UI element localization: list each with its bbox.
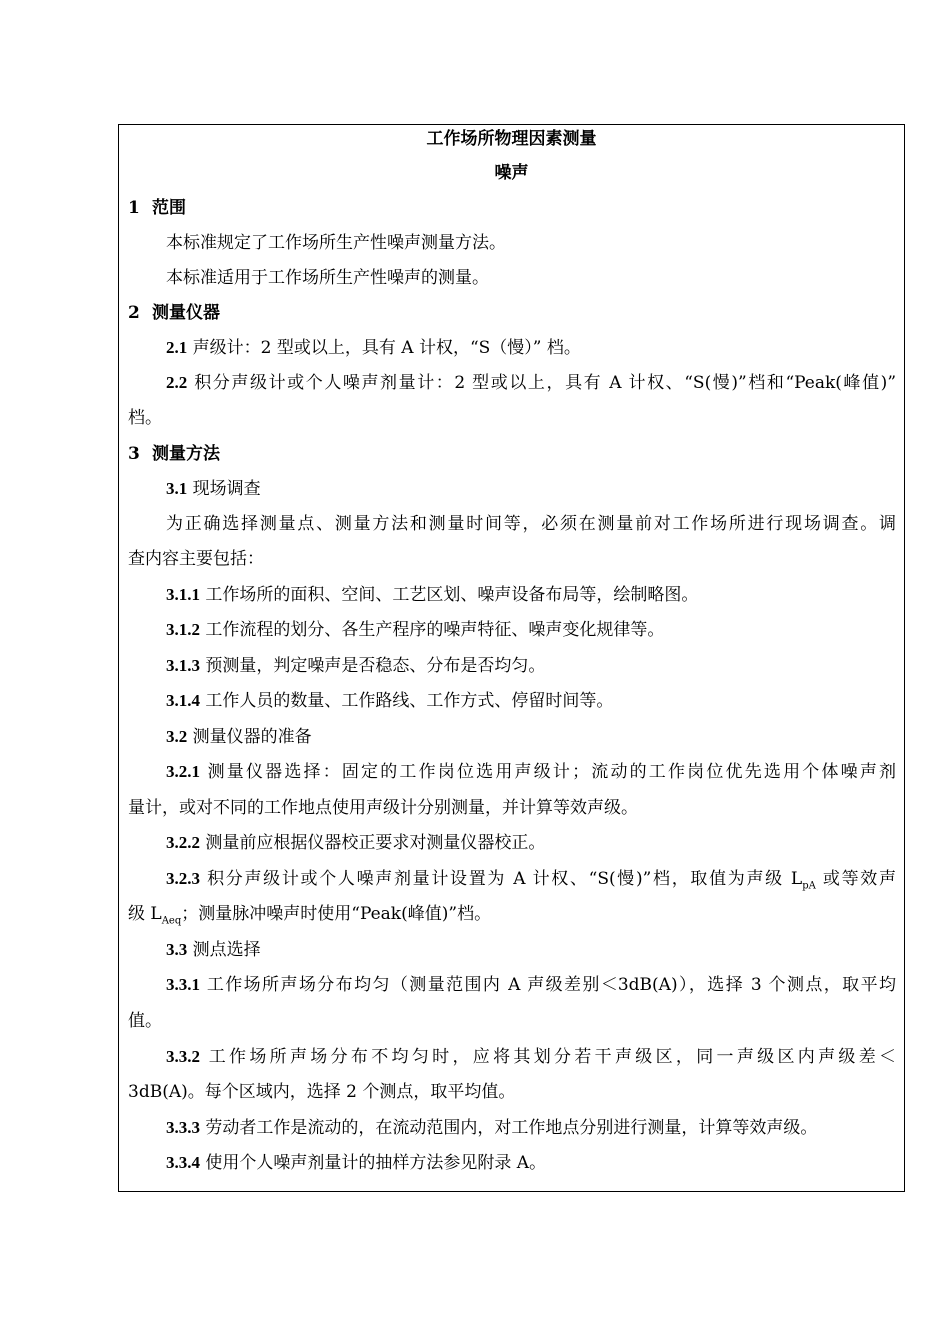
clause-3-1-3 — [166, 654, 896, 678]
clause-2-2-continuation: 档。 — [128, 408, 162, 428]
clause-3-2-1-continuation: 量计，或对不同的工作地点使用声级计分别测量，并计算等效声级。 — [128, 798, 638, 818]
clause-text: 工作流程的划分、各生产程序的噪声特征、噪声变化规律等。 — [205, 620, 665, 640]
clause-text: ；测量脉冲噪声时使用“Peak(峰值)”档。 — [181, 904, 492, 924]
clause-3-3-4 — [166, 1151, 896, 1175]
clause-number: 3.1.2 — [166, 620, 200, 639]
clause-3-2-3 — [166, 867, 896, 891]
clause-number: 3.2.3 — [166, 869, 200, 888]
paragraph: 本标准适用于工作场所生产性噪声的测量。 — [166, 268, 489, 288]
clause-number: 3.2.1 — [166, 762, 200, 781]
clause-text: 测量仪器选择：固定的工作岗位选用声级计；流动的工作岗位优先选用个体噪声剂 — [207, 762, 897, 782]
clause-number: 3.1.4 — [166, 691, 200, 710]
clause-number: 3.2 — [166, 727, 188, 746]
clause-text: 积分声级计或个人噪声剂量计设置为 A 计权、“S(慢)”档，取值为声级 L — [207, 869, 803, 889]
clause-3-3-2-continuation: 3dB(A)。每个区域内，选择 2 个测点，取平均值。 — [128, 1082, 516, 1102]
clause-text: 预测量，判定噪声是否稳态、分布是否均匀。 — [205, 656, 546, 676]
section-number: 3 — [128, 444, 140, 464]
clause-text: 级 L — [128, 904, 162, 924]
document-title: 工作场所物理因素测量 — [426, 129, 597, 149]
clause-2-2 — [166, 371, 896, 395]
clause-number: 3.3.1 — [166, 975, 200, 994]
clause-number: 3.1.3 — [166, 656, 200, 675]
clause-number: 3.3.2 — [166, 1047, 200, 1066]
clause-3-3 — [166, 938, 896, 962]
section-number: 2 — [128, 303, 140, 323]
clause-text: 积分声级计或个人噪声剂量计：2 型或以上，具有 A 计权、“S(慢)”档和“Peak(峰值)” — [194, 373, 897, 393]
clause-text: 工作场所声场分布均匀（测量范围内 A 声级差别＜3dB(A)），选择 3 个测点，取平均 — [206, 975, 896, 995]
clause-number: 3.3 — [166, 940, 188, 959]
clause-text: 使用个人噪声剂量计的抽样方法参见附录 A。 — [205, 1153, 547, 1173]
clause-3-1 — [166, 477, 896, 501]
clause-number: 3.3.4 — [166, 1153, 200, 1172]
clause-3-1-2 — [166, 618, 896, 642]
section-2-heading — [128, 301, 220, 325]
clause-text: 现场调查 — [192, 479, 261, 499]
paragraph: 为正确选择测量点、测量方法和测量时间等，必须在测量前对工作场所进行现场调查。调 — [166, 514, 896, 534]
clause-text: 测点选择 — [192, 940, 261, 960]
clause-3-3-3 — [166, 1116, 896, 1140]
clause-3-2-2 — [166, 831, 896, 855]
clause-text: 劳动者工作是流动的，在流动范围内，对工作地点分别进行测量，计算等效声级。 — [205, 1118, 818, 1138]
clause-3-2 — [166, 725, 896, 749]
section-number: 1 — [128, 198, 140, 218]
clause-text: 声级计：2 型或以上，具有 A 计权，“S（慢）” 档。 — [192, 338, 581, 358]
clause-number: 3.1 — [166, 479, 188, 498]
clause-3-1-4 — [166, 689, 896, 713]
clause-3-2-3-continuation — [128, 902, 896, 926]
paragraph-continuation: 查内容主要包括： — [128, 549, 264, 569]
clause-text: 工作人员的数量、工作路线、工作方式、停留时间等。 — [205, 691, 614, 711]
document-subtitle: 噪声 — [494, 163, 529, 183]
clause-text: 测量仪器的准备 — [192, 727, 312, 747]
document-frame — [118, 124, 905, 1192]
subscript: pA — [802, 880, 816, 892]
paragraph: 本标准规定了工作场所生产性噪声测量方法。 — [166, 233, 506, 253]
clause-3-3-1-continuation: 值。 — [128, 1011, 162, 1031]
clause-text: 或等效声 — [815, 869, 896, 889]
subscript: Aeq — [161, 915, 182, 927]
clause-number: 3.2.2 — [166, 833, 200, 852]
clause-3-3-1 — [166, 973, 896, 997]
clause-3-3-2 — [166, 1045, 896, 1069]
clause-3-2-1 — [166, 760, 896, 784]
clause-number: 2.2 — [166, 373, 188, 392]
section-title: 测量方法 — [152, 444, 220, 464]
section-title: 测量仪器 — [152, 303, 220, 323]
section-3-heading — [128, 442, 220, 466]
clause-3-1-1 — [166, 583, 896, 607]
section-title: 范围 — [152, 198, 186, 218]
clause-2-1 — [166, 336, 896, 360]
clause-text: 工作场所的面积、空间、工艺区划、噪声设备布局等，绘制略图。 — [205, 585, 699, 605]
clause-number: 3.1.1 — [166, 585, 200, 604]
section-1-heading — [128, 196, 186, 220]
clause-text: 测量前应根据仪器校正要求对测量仪器校正。 — [205, 833, 546, 853]
clause-text: 工作场所声场分布不均匀时，应将其划分若干声级区，同一声级区内声级差＜ — [208, 1047, 896, 1067]
clause-number: 2.1 — [166, 338, 188, 357]
clause-number: 3.3.3 — [166, 1118, 200, 1137]
